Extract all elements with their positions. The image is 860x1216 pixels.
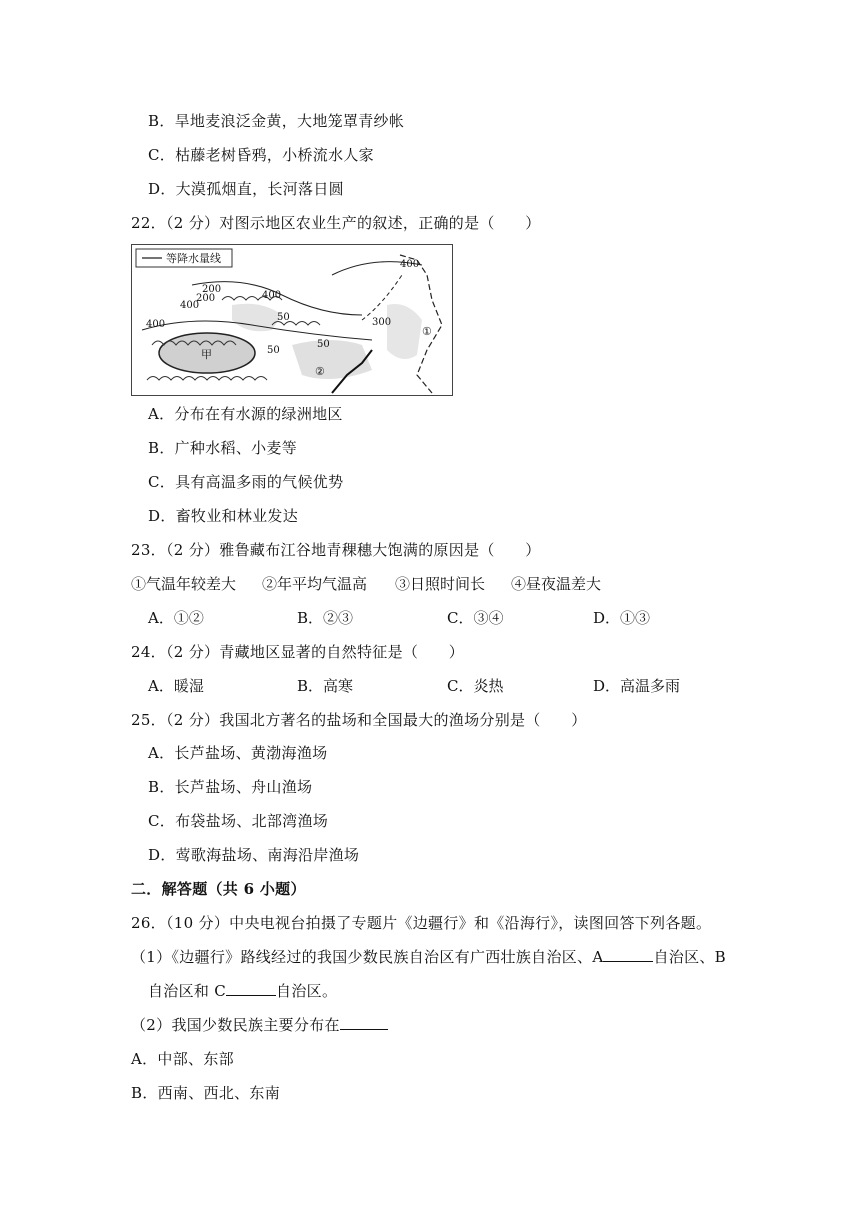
- q24-stem: 24．（2 分）青藏地区显著的自然特征是（ ）: [131, 643, 465, 661]
- q26-option-a: A．中部、东部: [131, 1050, 234, 1068]
- section-title: 二．解答题（共 6 小题）: [131, 880, 306, 898]
- q25-option-b: B．长芦盐场、舟山渔场: [148, 778, 313, 796]
- svg-text:300: 300: [372, 317, 392, 328]
- q26-part1-line2: 自治区和 C 自治区。: [148, 982, 338, 1000]
- q23-item-4: ④昼夜温差大: [511, 575, 602, 593]
- q24-option-a: A．暖湿: [148, 677, 204, 695]
- q22-option-d: D．畜牧业和林业发达: [148, 507, 299, 525]
- svg-text:400: 400: [262, 290, 282, 301]
- svg-text:甲: 甲: [201, 348, 212, 361]
- map-legend-text: 等降水量线: [166, 252, 221, 265]
- svg-text:50: 50: [277, 312, 290, 323]
- svg-text:②: ②: [315, 365, 325, 378]
- q22-stem: 22．（2 分）对图示地区农业生产的叙述，正确的是（ ）: [131, 214, 541, 232]
- q23-option-a: A．①②: [148, 609, 204, 627]
- q23-item-3: ③日照时间长: [395, 575, 486, 593]
- q23-option-d: D．①③: [593, 609, 651, 627]
- svg-text:50: 50: [267, 345, 280, 356]
- blank-c: [226, 981, 276, 996]
- precipitation-map: [131, 244, 453, 396]
- q26-part1-line1: （1）《边疆行》路线经过的我国少数民族自治区有广西壮族自治区、A 自治区、B: [131, 948, 727, 966]
- q26-stem: 26．（10 分）中央电视台拍摄了专题片《边疆行》和《沿海行》，读图回答下列各题。: [131, 914, 712, 932]
- svg-text:400: 400: [180, 300, 200, 311]
- q21-option-c: C．枯藤老树昏鸦，小桥流水人家: [148, 146, 374, 164]
- q23-option-c: C．③④: [447, 609, 504, 627]
- q23-option-b: B．②③: [297, 609, 354, 627]
- q25-stem: 25．（2 分）我国北方著名的盐场和全国最大的渔场分别是（ ）: [131, 711, 587, 729]
- q24-option-c: C．炎热: [447, 677, 504, 695]
- svg-text:200: 200: [202, 284, 222, 295]
- svg-text:50: 50: [317, 339, 330, 350]
- q25-option-c: C．布袋盐场、北部湾渔场: [148, 812, 329, 830]
- svg-text:400: 400: [400, 259, 420, 270]
- q24-option-b: B．高寒: [297, 677, 354, 695]
- q23-item-2: ②年平均气温高: [262, 575, 368, 593]
- blank-a: [603, 947, 653, 962]
- q25-option-a: A．长芦盐场、黄渤海渔场: [148, 744, 328, 762]
- q22-option-c: C．具有高温多雨的气候优势: [148, 473, 344, 491]
- q22-option-a: A．分布在有水源的绿洲地区: [148, 405, 343, 423]
- svg-text:①: ①: [422, 325, 432, 338]
- blank-part2: [340, 1015, 388, 1030]
- q24-option-d: D．高温多雨: [593, 677, 681, 695]
- q25-option-d: D．莺歌海盐场、南海沿岸渔场: [148, 846, 360, 864]
- q21-option-d: D．大漠孤烟直，长河落日圆: [148, 180, 344, 198]
- q23-stem: 23．（2 分）雅鲁藏布江谷地青稞穗大饱满的原因是（ ）: [131, 541, 541, 559]
- q23-item-1: ①气温年较差大: [131, 575, 237, 593]
- svg-text:400: 400: [146, 319, 166, 330]
- q26-part2: （2）我国少数民族主要分布在: [131, 1015, 388, 1035]
- q26-option-b: B．西南、西北、东南: [131, 1084, 281, 1102]
- q22-option-b: B．广种水稻、小麦等: [148, 439, 298, 457]
- q21-option-b: B．旱地麦浪泛金黄，大地笼罩青纱帐: [148, 112, 405, 130]
- svg-text:200: 200: [196, 293, 216, 304]
